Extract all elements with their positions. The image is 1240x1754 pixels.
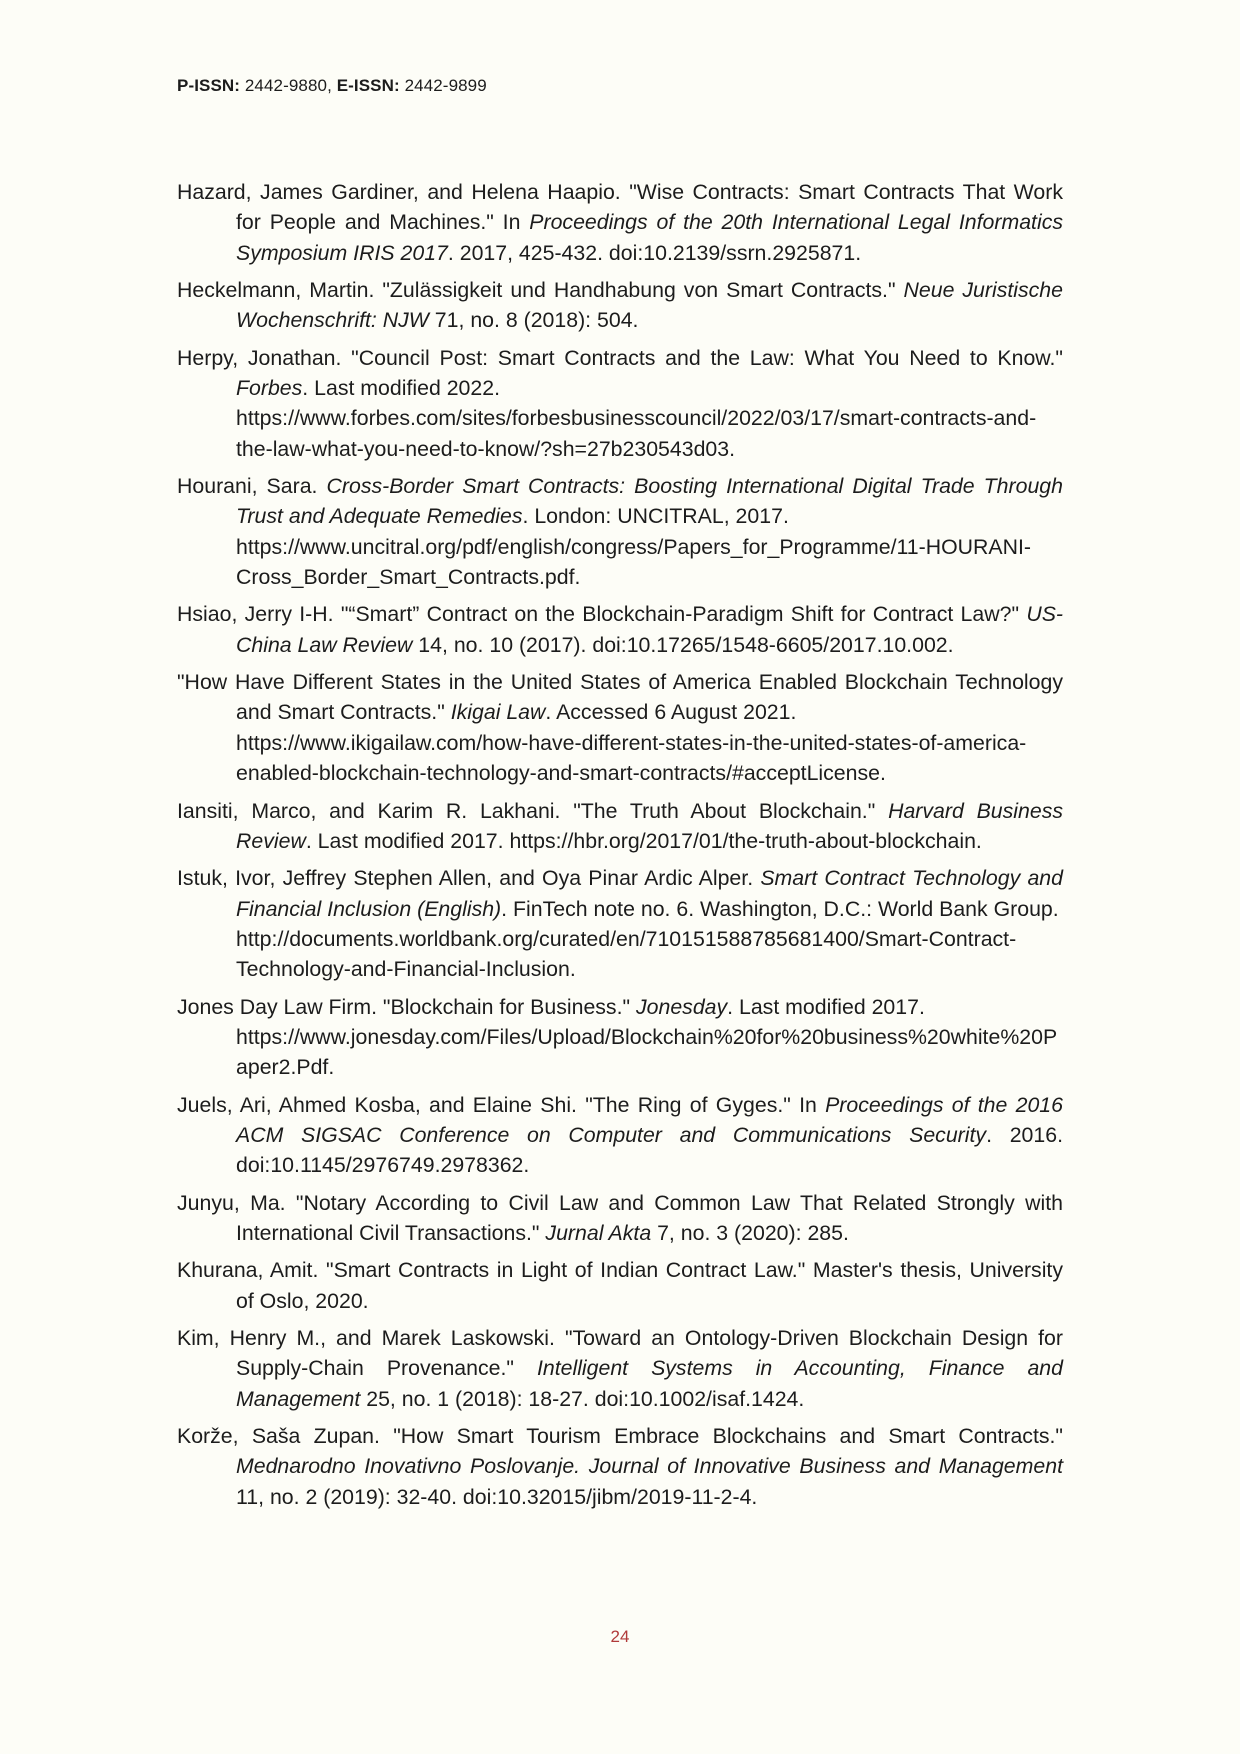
reference-text: Hourani, Sara.	[177, 474, 327, 499]
reference-url: https://www.uncitral.org/pdf/english/congress/Papers_for_Programme/11-HOURANI-Cross_Border_Smart_Contracts.pdf.	[236, 534, 1032, 590]
reference-source-title: Intelligent Systems in Accounting, Finance and Management	[236, 1356, 1063, 1411]
reference-url: https://www.forbes.com/sites/forbesbusinesscouncil/2022/03/17/smart-contracts-and-the-law-what-you-need-to-know/?sh=27b230543d03.	[236, 406, 1037, 461]
reference-details: . London: UNCITRAL, 2017.	[522, 504, 789, 529]
reference-details: . Accessed 6 August 2021.	[545, 700, 797, 725]
reference-text: "How Have Different States in the United States of America Enabled Blockchain Technology and Smart Contracts."	[177, 670, 1063, 725]
reference-entry	[177, 599, 1063, 660]
reference-text: Hazard, James Gardiner, and Helena Haapio. "Wise Contracts: Smart Contracts That Work for People and Machines." In	[177, 180, 1063, 235]
reference-entry	[177, 1188, 1063, 1249]
reference-source-title: Smart Contract Technology and Financial Inclusion (English)	[236, 866, 1063, 921]
eissn-label: E-ISSN:	[336, 76, 400, 95]
reference-entry	[177, 1255, 1063, 1316]
reference-entry	[177, 275, 1063, 336]
reference-entry	[177, 992, 1063, 1083]
reference-source-title: Forbes	[236, 376, 303, 401]
reference-entry	[177, 863, 1063, 985]
reference-details: . Last modified 2017.	[727, 994, 925, 1019]
pissn-value: 2442-9880,	[240, 76, 337, 95]
reference-text: Iansiti, Marco, and Karim R. Lakhani. "The Truth About Blockchain."	[177, 798, 889, 823]
reference-details: . Last modified 2017. https://hbr.org/2017/01/the-truth-about-blockchain.	[305, 828, 982, 853]
reference-text: Hsiao, Jerry I-H. "“Smart” Contract on the Blockchain-Paradigm Shift for Contract Law?"	[177, 602, 1027, 627]
reference-details: 14, no. 10 (2017). doi:10.17265/1548-6605/2017.10.002.	[412, 632, 954, 657]
reference-details: 7, no. 3 (2020): 285.	[651, 1220, 849, 1245]
journal-issn-header	[177, 76, 487, 96]
eissn-value: 2442-9899	[399, 76, 487, 95]
reference-source-title: Mednarodno Inovativno Poslovanje. Journal of Innovative Business and Management	[236, 1454, 1063, 1479]
reference-entry	[177, 667, 1063, 789]
reference-text: Khurana, Amit. "Smart Contracts in Light of Indian Contract Law." Master's thesis, University of Oslo, 2020.	[177, 1258, 1063, 1313]
reference-text: Juels, Ari, Ahmed Kosba, and Elaine Shi. "The Ring of Gyges." In	[177, 1092, 826, 1117]
reference-entry	[177, 796, 1063, 857]
reference-source-title: US-China Law Review	[236, 602, 1063, 657]
reference-source-title: Harvard Business Review	[236, 798, 1063, 853]
pissn-label: P-ISSN:	[177, 76, 241, 95]
reference-source-title: Ikigai Law	[450, 700, 546, 725]
reference-list	[177, 177, 1063, 1519]
reference-text: Herpy, Jonathan. "Council Post: Smart Contracts and the Law: What You Need to Know."	[177, 345, 1063, 370]
reference-entry	[177, 1090, 1063, 1181]
reference-text: Korže, Saša Zupan. "How Smart Tourism Embrace Blockchains and Smart Contracts."	[177, 1423, 1063, 1448]
reference-details: 25, no. 1 (2018): 18-27. doi:10.1002/isaf.1424.	[360, 1386, 805, 1411]
reference-text: Junyu, Ma. "Notary According to Civil Law and Common Law That Related Strongly with International Civil Transactions."	[177, 1190, 1063, 1245]
reference-details: . FinTech note no. 6. Washington, D.C.: World Bank Group.	[501, 896, 1059, 921]
reference-source-title: Jonesday	[635, 994, 728, 1019]
reference-details: . Last modified 2022.	[302, 376, 501, 401]
reference-details: 11, no. 2 (2019): 32-40. doi:10.32015/jibm/2019-11-2-4.	[236, 1484, 758, 1509]
page-number: 24	[610, 1627, 630, 1646]
reference-source-title: Neue Juristische Wochenschrift: NJW	[236, 278, 1063, 333]
reference-text: Heckelmann, Martin. "Zulässigkeit und Handhabung von Smart Contracts."	[177, 278, 904, 303]
reference-entry	[177, 343, 1063, 465]
reference-source-title: Proceedings of the 2016 ACM SIGSAC Conference on Computer and Communications Security	[236, 1092, 1063, 1147]
reference-url: http://documents.worldbank.org/curated/en/710151588785681400/Smart-Contract-Technology-and-Financial-Inclusion.	[236, 926, 1017, 982]
reference-source-title: Jurnal Akta	[545, 1220, 652, 1245]
reference-text: Jones Day Law Firm. "Blockchain for Business."	[177, 994, 636, 1019]
reference-entry	[177, 1421, 1063, 1512]
reference-details: 71, no. 8 (2018): 504.	[428, 308, 639, 333]
reference-details: . 2016. doi:10.1145/2976749.2978362.	[236, 1122, 1063, 1178]
reference-text: Istuk, Ivor, Jeffrey Stephen Allen, and Oya Pinar Ardic Alper.	[177, 866, 761, 891]
reference-details: . 2017, 425-432. doi:10.2139/ssrn.2925871.	[447, 240, 862, 265]
reference-text: Kim, Henry M., and Marek Laskowski. "Toward an Ontology-Driven Blockchain Design for Supply-Chain Provenance."	[177, 1325, 1063, 1381]
reference-source-title: Cross-Border Smart Contracts: Boosting International Digital Trade Through Trust and Adequate Remedies	[236, 474, 1063, 529]
reference-url: https://www.jonesday.com/Files/Upload/Blockchain%20for%20business%20white%20Paper2.Pdf.	[236, 1024, 1058, 1080]
reference-url: https://www.ikigailaw.com/how-have-different-states-in-the-united-states-of-america-enabled-blockchain-technology-and-smart-contracts/#acceptLicense.	[236, 730, 1027, 786]
reference-source-title: Proceedings of the 20th International Legal Informatics Symposium IRIS 2017	[236, 210, 1063, 265]
reference-entry	[177, 471, 1063, 593]
reference-entry	[177, 177, 1063, 268]
reference-entry	[177, 1323, 1063, 1414]
